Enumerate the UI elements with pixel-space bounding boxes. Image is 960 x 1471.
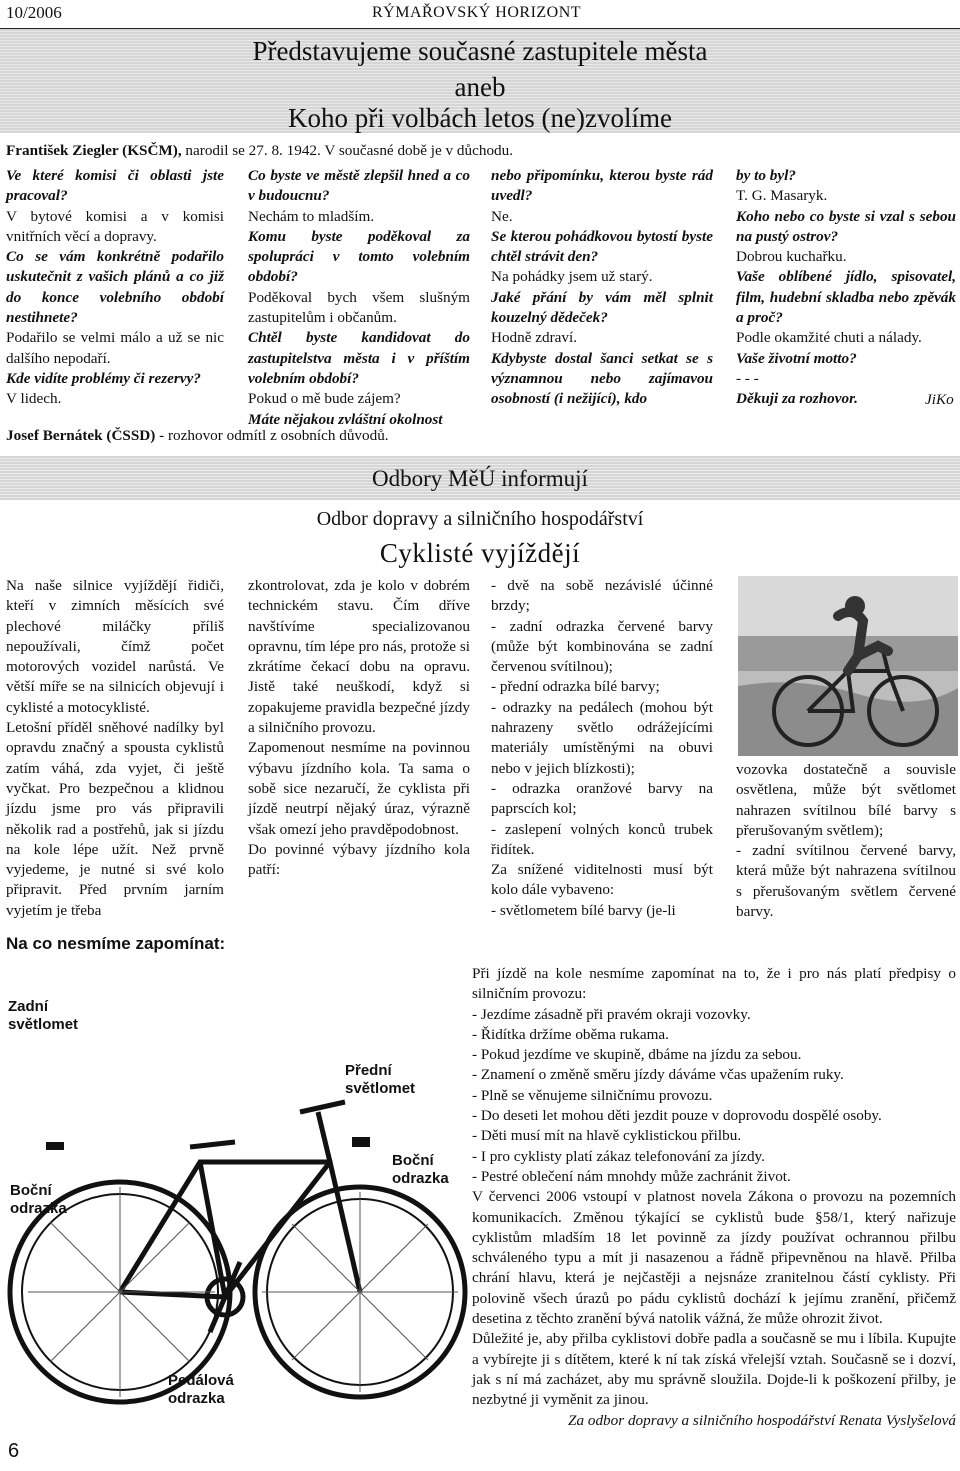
interview-question: Kdybyste dostal šanci setkat se s významnou nebo zajímavou osobností (i nežijící), kdo xyxy=(491,349,713,408)
interview-answer: T. G. Masaryk. xyxy=(736,187,828,205)
rule-item: - Pestré oblečení nám mnohdy může zachránit život. xyxy=(472,1167,791,1185)
interview-question: Se kterou pohádkovou bytostí byste chtěl strávit den? xyxy=(491,227,713,266)
page-number: 6 xyxy=(8,1440,20,1462)
article-department: Odbor dopravy a silničního hospodářství xyxy=(316,508,644,530)
section-title-aneb: aneb xyxy=(454,72,506,102)
interview-column-1 xyxy=(6,166,224,410)
figure-heading: Na co nesmíme zapomínat: xyxy=(6,934,226,953)
article-paragraph: Zapomenout nesmíme na povinnou výbavu jízdního kola. Ta sama o sobě sice nezaručí, že cyklista při jízdě neutrpí nějaký úraz, výrazně však omezí jeho pravděpodobnost. xyxy=(248,739,470,838)
interview-answer: V lidech. xyxy=(6,390,62,408)
interview-question: Máte nějakou zvláštní okolnost xyxy=(248,410,443,428)
second-candidate-info: - rozhovor odmítl z osobních důvodů. xyxy=(155,427,389,444)
label-side-reflector-right: Boční odrazka xyxy=(392,1152,449,1187)
article-paragraph: - světlometem bílé barvy (je-li xyxy=(491,901,676,919)
interview-question: nebo připomínku, kterou byste rád uvedl? xyxy=(491,167,713,205)
issue-number: 10/2006 xyxy=(6,3,62,22)
equipment-item: - zadní odrazka červené barvy (může být kombinována se zadní červenou svítilnou); xyxy=(491,617,713,676)
candidate-name: František Ziegler (KSČM), xyxy=(6,142,182,159)
article-column-4 xyxy=(736,760,956,922)
publication-title: RÝMAŘOVSKÝ HORIZONT xyxy=(372,4,582,21)
interview-column-3 xyxy=(491,166,713,410)
equipment-item: - odrazky na pedálech (mohou být nahrazeny světlo odrážejícími materiály umístěnými na obuvi nebo v jejich blízkosti); xyxy=(491,698,713,777)
interview-answer: - - - xyxy=(736,369,759,387)
rules-block xyxy=(472,964,956,1431)
interview-answer: Dobrou kuchařku. xyxy=(736,248,847,266)
interview-intro xyxy=(6,141,956,161)
section-title: Představujeme současné zastupitele města xyxy=(252,36,708,66)
rule-item: - Pokud jezdíme ve skupině, dbáme na jízdu za sebou. xyxy=(472,1046,802,1064)
interview-answer: Na pohádky jsem už starý. xyxy=(491,268,653,286)
rule-item: - I pro cyklisty platí zákaz telefonování za jízdy. xyxy=(472,1147,765,1165)
interview-signature: JiKo xyxy=(925,391,954,408)
label-rear-light: Zadní světlomet xyxy=(8,998,79,1033)
rule-item: - Jezdíme zásadně při pravém okraji vozovky. xyxy=(472,1005,751,1023)
article-paragraph: V červenci 2006 vstoupí v platnost novela Zákona o provozu na pozemních komunikacích. Změnou týkající se cyklistů bude §58/1, který nařizuje cyklistům mladším 18 let povinně za jízdy používat ochrannou přilbu schváleného typu a mít ji nasazenou a řádně připevněnou na hlavě. Přilba chrání hlavu, která je nejčastěji a nejsnáze zranitelnou částí cyklisty. Při polovině všech úrazů po pádu cyklistů dochází k jejímu zranění, přičemž desetina z těchto zranění bývá natolik vážná, že může ohrozit život. xyxy=(472,1188,956,1328)
article-paragraph: Důležité je, aby přilba cyklistovi dobře padla a současně se mu i líbila. Kupujte a vybírejte ji s dítětem, které k ní tak získá vřelejší vztah. Současně se i dozví, jak s ní má zacházet, aby mu správně sloužila. Dojde-li k poškození přilby, je nezbytné ji vyměnit za jinou. xyxy=(472,1330,956,1409)
rule-item: - Děti musí mít na hlavě cyklistickou přilbu. xyxy=(472,1127,742,1145)
rules-intro: Při jízdě na kole nesmíme zapomínat na to, že i pro nás platí předpisy o silničním provozu: xyxy=(472,965,956,1003)
cyclist-photo xyxy=(738,576,958,756)
interview-answer: Podle okamžité chuti a nálady. xyxy=(736,329,922,347)
interview-question: Co se vám konkrétně podařilo uskutečnit z vašich plánů a co již do konce volebního období nestihnete? xyxy=(6,248,224,327)
interview-question: Koho nebo co byste si vzal s sebou na pustý ostrov? xyxy=(736,207,956,245)
interview-question: Jaké přání by vám měl splnit kouzelný dědeček? xyxy=(491,288,713,327)
interview-answer: Podařilo se velmi málo a už se nic dalšího nepodaří. xyxy=(6,329,224,367)
interview-answer: V bytové komisi a v komisi vnitřních věcí a dopravy. xyxy=(6,207,224,245)
interview-question: Ve které komisi či oblasti jste pracoval? xyxy=(6,167,224,205)
article-column-3 xyxy=(491,576,713,921)
interview-question: Kde vidíte problémy či rezervy? xyxy=(6,369,201,387)
candidate-info: narodil se 27. 8. 1942. V současné době je v důchodu. xyxy=(181,142,514,159)
interview-question: Děkuji za rozhovor. xyxy=(736,390,858,408)
article-paragraph: Na naše silnice vyjíždějí řidiči, kteří v zimních měsících své plechové miláčky příliš nepoužívali, čímž počet motorových vozidel narůstá. Ve větší míře se na silnicích objevují i cyklisté a motocyklisté. xyxy=(6,577,224,716)
article-paragraph: - zadní svítilnou červené barvy, která může být nahrazena svítilnou s přerušovaným světlem červené barvy. xyxy=(736,842,956,921)
bicycle-diagram xyxy=(0,962,470,1442)
article-column-1 xyxy=(6,576,224,921)
article-kicker: Odbory MěÚ informují xyxy=(372,466,588,491)
interview-column-4 xyxy=(736,166,956,410)
interview-answer: Ne. xyxy=(491,207,513,225)
label-pedal-reflector: Pedálová odrazka xyxy=(168,1372,234,1407)
interview-question: by to byl? xyxy=(736,167,796,184)
interview-column-2 xyxy=(248,166,470,430)
interview-answer: Pokud o mě bude zájem? xyxy=(248,390,401,408)
second-candidate xyxy=(6,426,956,446)
interview-answer: Poděkoval bych všem slušným zastupitelům i občanům. xyxy=(248,288,470,327)
rule-item: - Plně se věnujeme silničnímu provozu. xyxy=(472,1086,713,1104)
interview-answer: Nechám to mladším. xyxy=(248,207,375,225)
interview-question: Chtěl byste kandidovat do zastupitelstva města i v příštím volebním období? xyxy=(248,329,470,387)
article-column-2 xyxy=(248,576,470,880)
equipment-item: - přední odrazka bílé barvy; xyxy=(491,678,660,696)
second-candidate-name: Josef Bernátek (ČSSD) xyxy=(6,427,156,444)
equipment-item: - odrazka oranžové barvy na paprscích kol; xyxy=(491,779,713,818)
article-headline: Cyklisté vyjíždějí xyxy=(379,538,581,568)
label-front-light: Přední světlomet xyxy=(345,1062,416,1097)
interview-question: Co byste ve městě zlepšil hned a co v budoucnu? xyxy=(248,167,470,205)
article-paragraph: zkontrolovat, zda je kolo v dobrém technickém stavu. Čím dříve navštívíme specializovanou opravnu, tím lépe pro nás, protože si zkrátíme čekací dobu na opravu. Jistě také neuškodí, když si zopakujeme pravidla bezpečné jízdy a silničního provozu. xyxy=(248,577,470,737)
interview-question: Komu byste poděkoval za spolupráci v tomto volebním období? xyxy=(248,227,470,286)
article-paragraph: Za snížené viditelnosti musí být kolo dále vybaveno: xyxy=(491,861,713,899)
rule-item: - Do deseti let mohou děti jezdit pouze v doprovodu dospělé osoby. xyxy=(472,1107,882,1125)
article-byline: Za odbor dopravy a silničního hospodářství Renata Vyslyšelová xyxy=(568,1411,956,1429)
rule-item: - Řidítka držíme oběma rukama. xyxy=(472,1025,669,1043)
cyclist-photo-image xyxy=(738,576,958,756)
section-subtitle: Koho při volbách letos (ne)zvolíme xyxy=(288,103,672,133)
bicycle-drawing xyxy=(0,962,470,1442)
label-side-reflector-left: Boční odrazka xyxy=(10,1182,67,1217)
article-paragraph: Do povinné výbavy jízdního kola patří: xyxy=(248,840,470,879)
equipment-item: - zaslepení volných konců trubek řidítek. xyxy=(491,820,713,858)
interview-answer: Hodně zdraví. xyxy=(491,329,578,347)
interview-question: Vaše oblíbené jídlo, spisovatel, film, hudební skladba nebo zpěvák a proč? xyxy=(736,268,956,327)
rule-item: - Znamení o změně směru jízdy dáváme včas upažením ruky. xyxy=(472,1066,844,1084)
interview-question: Vaše životní motto? xyxy=(736,349,857,367)
article-paragraph: Letošní příděl sněhové nadílky byl opravdu značný a spousta cyklistů zatím váhá, zda vyjet, či ještě vyčkat. Pro bezpečnou a klidnou jízdu jsme pro vás připravili několik rad a postřehů, jak si jízdu na kole lépe užít. Než prvně vyjedeme, je nutné si své kolo připravit. Před prvním jarním vyjetím je třeba xyxy=(6,719,224,919)
article-paragraph: vozovka dostatečně a souvisle osvětlena, může být světlomet nahrazen svítilnou bílé barvy s přerušovaným světlem); xyxy=(736,761,956,839)
equipment-item: - dvě na sobě nezávislé účinné brzdy; xyxy=(491,577,713,615)
